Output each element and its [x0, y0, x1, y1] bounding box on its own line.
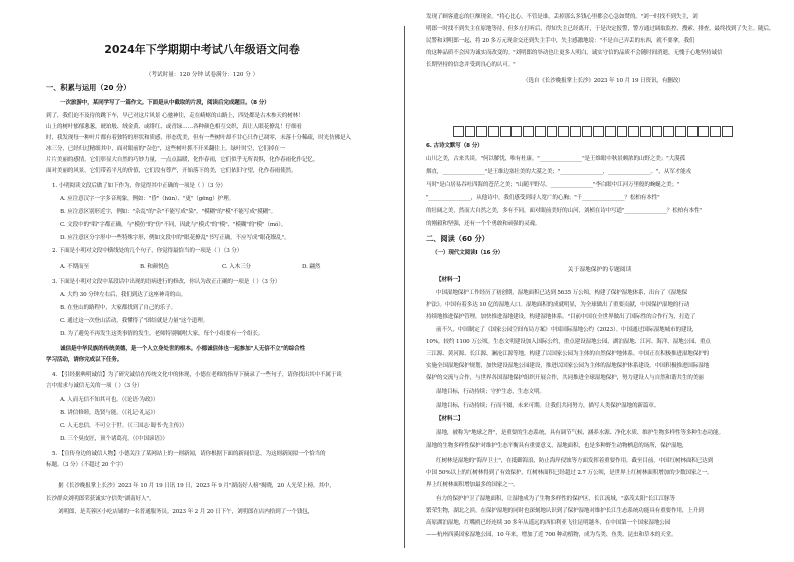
- news-cont-line: 民警和刘明郎一起，将 20 多万元现金交还到失主手中，失主感激地说："不是自己弄丢的东西，就不要拿，我们: [426, 38, 695, 44]
- news-line: 刘明郎，是芙蓉区小吃店铺的一名普通服务员。2023 年 2 月 20 日下午，刘明郎在店内拾到了一个钱包，: [58, 509, 314, 515]
- q1-option-d: D. 应注意区分字形中一些特殊字形，例如文段中的"眼花撩乱"书写正确，不应写成"眼花缭乱"。: [60, 235, 290, 241]
- section1-intro: 一次旅游中，某同学写了一篇作文。下面是从中截取的片段，阅读后完成题目。（8 分）: [60, 100, 270, 106]
- answer-box[interactable]: [500, 126, 511, 137]
- section2-heading: 二、阅读（60 分）: [426, 234, 489, 243]
- right-column: [405, 0, 794, 562]
- answer-box[interactable]: [722, 126, 733, 137]
- news-line: 长沙群众刘明郎荣获诚实守信类"湖南好人"。: [46, 496, 155, 502]
- answer-box[interactable]: [535, 126, 546, 137]
- q3-option-a: A. 大约 30 分钟左右后，我们到达了这座神奇的山。: [60, 292, 187, 298]
- question-4: 4. 【引经据典明诚信】为了研究诚信在传统文化中的体现，小德在老师的指导下摘录了一些句子，请你找出其中不属于谈: [52, 372, 342, 378]
- poem-line: 山川之美，古来共谈。"何以解忧，唯有杜康。"________________"是王维眼中秋景颇浓的山野之美；"大漠孤: [426, 156, 685, 162]
- answer-box[interactable]: [453, 126, 464, 137]
- answer-box[interactable]: [488, 126, 499, 137]
- answer-box[interactable]: [687, 126, 698, 137]
- question-5: 5. 【宣传身边的诚信人物】小德关注了某网站上的一则新闻，请你根据下面的新闻信息，为这则新闻拟一个恰当的: [52, 451, 326, 457]
- material1-line: 湿地目标，行动持续；守护生态，生态文明。: [436, 389, 545, 395]
- poem-line: 烟直，________________"是王维边塞壮美的大漠之美；"________________，________________。"，从军才能戎: [426, 169, 691, 175]
- integrated-activity-intro-cont: 学习活动，请你完成以下任务。: [46, 357, 123, 363]
- q4-option-c: C. 人无忠信，不可立于世。（《三国志·蜀书·先主传》）: [60, 423, 188, 429]
- material2-line: 有力的保护护卫了湿地面积，让湿地成为了生物多样性的保护区，长江流域，"嘉茂太阳"长江江豚等: [436, 496, 675, 502]
- material2-line: 中国 50%以上的红树林得到了有效保护，红树林面积已经超过 2.7 万公顷，是世界上红树林面积增加的少数国家之一。: [426, 470, 713, 476]
- news-cont-line: 发现了顾客遗忘的巨额现金。"将心比心，不管是谁，丢掉那么多钱心里都会心急如焚的。"刘一时找不到失主，刘: [426, 14, 698, 20]
- material2-label: 【材料二】: [436, 416, 464, 422]
- material1-line: 湿地目标，行动持续；行而不辍，未来可期。让我们共同努力，描写人类保护湿地的新篇章。: [436, 403, 660, 409]
- passage-line: 时，我发现每一种叶片都有着独特的形状和质感，形态优美，但有一些树叶却不甘心只作已凋零，未落十分稀疏，时光仿佛是入: [46, 135, 351, 141]
- q4-option-a: A. 人而无信不知其可也。（《论语·为政》）: [60, 397, 159, 403]
- material2-line: 繁荣生物，湖北之滨，在保护湿地的同时也深刻地认识到了保护湿地对维护长江生态系统功能具有重要作用，上升到: [426, 508, 704, 514]
- poem-line: "________________，从他诗中，我们感受到诗人宽广的心胸；"千________________？松柏有本性": [426, 195, 660, 201]
- answer-box[interactable]: [663, 126, 674, 137]
- material1-line: 中国湿地保护工作经历了初创期，湿地面积已达到 5635 万公顷，构建了保护湿地体系，出台了《湿地保: [436, 290, 687, 296]
- passage-line: 片片美丽的感情，它们彰显大自然的巧妙力量，一点点温暖，化作春雨，它们似乎无所畏惧，化作春雨化作记忆。: [46, 157, 319, 163]
- answer-box[interactable]: [476, 126, 487, 137]
- material2-line: 红树林是湿地的"海岸卫士"，在抵御海浪、防止海岸侵蚀等方面发挥着重要作用。截至目前，中国红树林面积已达到: [436, 458, 714, 464]
- material1-line: 护法》。中国有着多达 10 亿的湿地人口。湿地面积的成就明显，为全球做出了重要贡献，中国保护湿地的行动: [426, 302, 690, 308]
- answer-box[interactable]: [547, 126, 558, 137]
- answer-box[interactable]: [710, 126, 721, 137]
- answer-box[interactable]: [523, 126, 534, 137]
- integrated-activity-intro: 诚信是中华民族的传统美德，是一个人立身处世的根本。小德诚信体也一起参加"人无信不立"的综合性: [60, 346, 306, 352]
- q4-option-d: D. 三个臭皮匠，顶个诸葛亮。（《中国谚语》）: [60, 436, 168, 442]
- question-2: 2. 下面是小明对文段中横线处的几个句子，你觉得最恰当的一项是（ ）（3 分）: [52, 248, 243, 254]
- reading-title: 关于湿地保护的专题阅读: [567, 267, 632, 273]
- passage-line: 山上的树叶郁郁葱葱，琥珀般、绒金黄、或绯红、或青绿……各种颜色相互交织，真让人眼花撩乱！仔细看: [46, 124, 302, 130]
- answer-box[interactable]: [617, 126, 628, 137]
- material2-line: ——杭州西溪国家湿地公园，10 年来，增加了近 700 种动植物，成为鸟类、鱼类、昆虫和草本的天堂。: [426, 532, 677, 538]
- material1-label: 【材料一】: [436, 277, 464, 283]
- poem-line: 的壮阔之美，然而大自然之美，多有不同，面对眼前美好的山河，刘桢在诗中写道"________________？松柏有本性": [426, 208, 702, 214]
- answer-box[interactable]: [628, 126, 639, 137]
- q2-option-d: D. 翩然: [302, 264, 321, 270]
- question-4-cont: 言中需求与诚信无关的一项（ ）（3 分）: [46, 383, 143, 389]
- answer-grid[interactable]: [453, 126, 734, 137]
- material2-line: 湿地，被称为"地球之肾"，是重要的生态系统，具有调节气候、涵养水源、净化水质、维护生物多样性等多种生态功能。: [436, 430, 724, 436]
- question-6: 6. 古诗文默写（8 分）: [426, 143, 483, 149]
- question-3: 3. 下面是小明对文段中某段话中出现的语病进行的修改，你认为改正正确的一项是（ ）（3 分）: [52, 279, 281, 285]
- poem-line: 的刚毅和坚强，还有一个个勇敢和顽强的灵魂。: [426, 221, 541, 227]
- answer-box[interactable]: [465, 126, 476, 137]
- q1-option-a: A. 应注意汉字一字多音现象，例如："昏"（hūn）、"更"（gēng）护理。: [60, 196, 234, 202]
- passage-line: 面对美丽的风景，它们带着平凡的价值，它们没有尊严，开始落下的美，它们依旧守望，化作春雨使然。: [46, 168, 297, 174]
- news-cont-line: 长期坚持的信念并受到良心的认可。": [426, 62, 516, 68]
- q3-option-c: C. 通过这一次登山活动，我懂得了"团结就是力量"这个道理。: [60, 318, 209, 324]
- exam-title: 2024年下学期期中考试八年级语文问卷: [104, 43, 300, 56]
- news-cont-line: 明郎一时找不到失主在原地等待，但多方打听后，得知失主已经离开，于是决定报警，警方通过调取监控、搜索、排查，最终找到了失主。随后，: [426, 26, 775, 32]
- answer-box[interactable]: [605, 126, 616, 137]
- news-line: 据《长沙晚报掌上长沙》2023 年 10 月 19 日讯 19 日，2023 年 9 月"湖南好人榜"揭晓，20 人光荣上榜。其中，: [58, 483, 335, 489]
- answer-box[interactable]: [698, 126, 709, 137]
- material1-line: 实施全国湿地保护规划，加快建设湿地公园建设，推进以国家公园为主体的湿地保护体系建设。中国积极推进国际湿地: [426, 363, 710, 369]
- answer-box[interactable]: [652, 126, 663, 137]
- answer-box[interactable]: [511, 126, 522, 137]
- material1-line: 持续地推进保护管理，加快推进湿地建设，构建湿地体系。"目前中国在全世界做出了国际性的合作行为，打造了: [426, 314, 696, 320]
- question-5-cont: 标题。（3 分）（不超过 20 个字）: [46, 462, 127, 468]
- answer-box[interactable]: [558, 126, 569, 137]
- answer-box[interactable]: [593, 126, 604, 137]
- exam-info: （考试时量：120 分钟 试卷满分：120 分 ）: [145, 72, 259, 78]
- answer-box[interactable]: [640, 126, 651, 137]
- material2-line: 湿地的生物多样性保护对维护生态平衡具有重要意义，湿地面积，也是多种野生动物栖息的场所，保护湿地，: [426, 443, 688, 449]
- poem-line: 马时"是白居易吞吐四海的苍茫之美；"山随平野尽，________________"李白眼中江河万里般的蜿蜒之美；": [426, 182, 680, 188]
- passage-line: 到了，我们迫不及待的跳下车，早已对这片风景 心驰神往，走在崎岖的山路上，四处都是古木参天的树林！: [46, 113, 304, 119]
- material2-line: 界上红树林面积增加最多的国家之一。: [426, 482, 519, 488]
- material2-line: 高原湖泊湿地，红嘴鸥已经连续 30 多年从遥远的西伯利亚飞往昆明越冬，在中国第一个国家湿地公园: [426, 520, 671, 526]
- q3-option-d: D. 为了避免不再发生这类事情的发生，老师特别嘱咐大家，每个小组要有一个组长。: [60, 331, 264, 337]
- q2-option-c: C. 入木三分: [222, 264, 251, 270]
- news-source: （选自《长沙晚报掌上长沙》2023 年 10 月 19 日资讯，有删改）: [523, 78, 684, 84]
- q2-option-b: B. 和颜悦色: [140, 264, 169, 270]
- q2-option-a: A. 不期而至: [60, 264, 89, 270]
- section1-heading: 一、积累与运用（20 分）: [46, 83, 131, 92]
- q1-option-c: C. 文段中的"唱"字都正确，与"模仿"的"仿"不同，因此与"模式"的"模"、"模糊"的"模"（mó）。: [60, 222, 287, 228]
- material1-line: 三江源、黄河源、长江源、澜沧江源等地，构建了以国家公园为主体的自然保护地体系。中国正在积极推进湿地保护的: [426, 351, 710, 357]
- question-1: 1. 小明阅读文段后做了如下作为，你觉得其中正确的一项是（ ）（3 分）: [52, 183, 226, 189]
- material1-line: 10%，较约 1100 万公顷。生态文明建设加入国际公约，重点建设湿地公园、湖泊湿地、江河、海洋、湿地公园、重点: [426, 339, 711, 345]
- q1-option-b: B. 应注意区别形近字，例如："杂乱"的"杂"不能写成"染"，"模糊"的"模"不能写成"摸糊"。: [60, 209, 276, 215]
- answer-box[interactable]: [582, 126, 593, 137]
- material1-line: 前不久，中国制定了《国家公园空间布局方案》中国国际湿地公约（2023）。中国通过国际湿地城市的建设，: [436, 327, 698, 333]
- q3-option-b: B. 在登山的路程中，大家都找到了自己的乐子。: [60, 305, 177, 311]
- answer-box[interactable]: [675, 126, 686, 137]
- passage-line: 冰三分，已经归过精细其中，面对眼前的"杂色"，这些树叶抓不开米翻往上。绿叶时空，它们掉在一: [46, 146, 285, 152]
- q4-option-b: B. 讲信修睦，选贤与能。（《礼记·礼运》）: [60, 410, 159, 416]
- news-cont-line: 的这种品质不会因为诚实而改变的。"刘明郎的举动也让更多人明白，诚实守信的品质不会随时间消逝，无愧于心地坚持诚信: [426, 50, 723, 56]
- material1-line: 保护的交流与合作，与世界各国湿地保护组织开展合作，共同推进全球湿地保护，努力建设人与自然和谐共生的美丽: [426, 375, 704, 381]
- subsection1-heading: （一）现代文阅读Ⅰ（16 分）: [432, 250, 504, 256]
- answer-box[interactable]: [570, 126, 581, 137]
